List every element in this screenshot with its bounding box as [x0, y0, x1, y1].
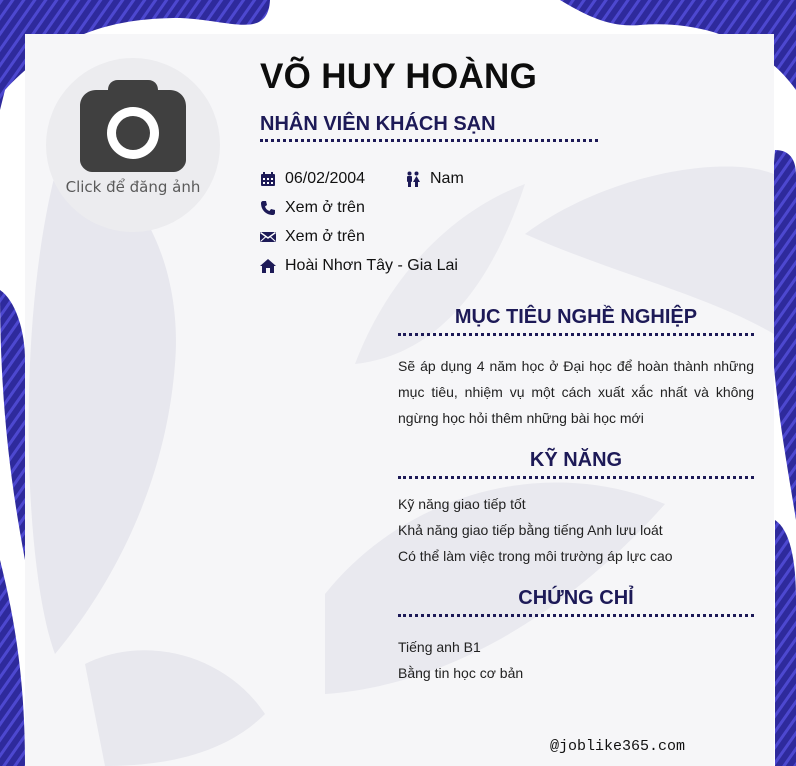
certificates-title: CHỨNG CHỈ — [518, 587, 634, 609]
calendar-icon — [260, 171, 276, 187]
home-icon — [260, 258, 276, 274]
photo-upload[interactable] — [46, 58, 220, 232]
birthdate-row — [260, 170, 365, 188]
phone-icon — [260, 200, 276, 216]
skills-title: KỸ NĂNG — [529, 449, 623, 471]
objective-divider — [398, 333, 754, 336]
objective-text: Sẽ áp dụng 4 năm học ở Đại học để hoàn thành những mục tiêu, nhiệm vụ một cách xuất xắc nhất và không ngừng học hỏi thêm những bài học mới — [398, 358, 754, 426]
phone-row — [260, 199, 365, 217]
phone: Xem ở trên — [285, 199, 365, 216]
skills-divider — [398, 476, 754, 479]
certificate-item: Bằng tin học cơ bản — [398, 665, 524, 681]
gender-row — [405, 170, 464, 188]
certificates-divider — [398, 614, 754, 617]
objective-title: MỤC TIÊU NGHỀ NGHIỆP — [454, 306, 698, 328]
job-title: NHÂN VIÊN KHÁCH SẠN — [260, 113, 496, 135]
address: Hoài Nhơn Tây - Gia Lai — [285, 257, 458, 274]
skill-item: Khả năng giao tiếp bằng tiếng Anh lưu loát — [398, 522, 663, 538]
candidate-name: VÕ HUY HOÀNG — [260, 57, 538, 96]
brand-watermark: @joblike365.com — [550, 738, 686, 755]
envelope-icon — [260, 229, 276, 245]
skill-item: Có thể làm việc trong môi trường áp lực cao — [398, 548, 673, 564]
certificate-item: Tiếng anh B1 — [398, 639, 481, 655]
title-divider — [260, 139, 598, 142]
email: Xem ở trên — [285, 228, 365, 245]
address-row — [260, 257, 458, 275]
gender-icon — [405, 171, 421, 187]
email-row — [260, 228, 365, 246]
birthdate: 06/02/2004 — [285, 170, 366, 187]
gender: Nam — [430, 170, 464, 187]
skill-item: Kỹ năng giao tiếp tốt — [398, 496, 526, 512]
camera-icon — [80, 80, 186, 172]
photo-caption: Click để đăng ảnh — [65, 178, 201, 196]
